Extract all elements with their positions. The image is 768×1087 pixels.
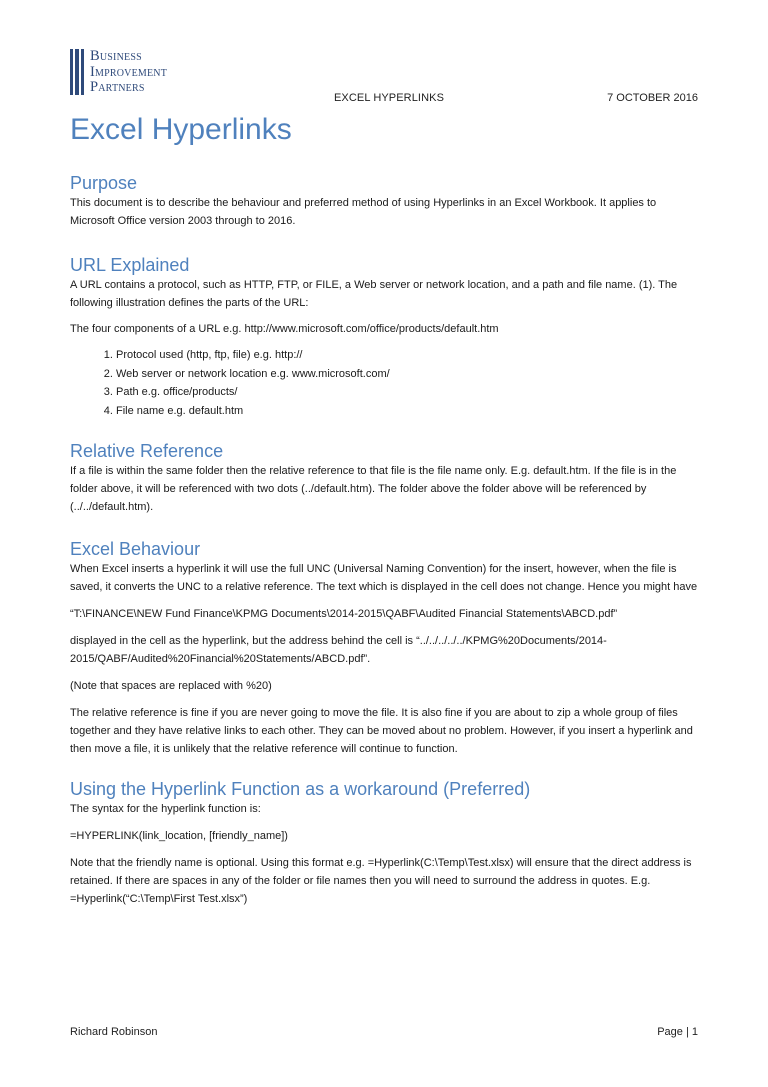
logo-line-3: Partners: [90, 79, 145, 95]
logo-bars-icon: [70, 49, 84, 95]
behaviour-heading: Excel Behaviour: [70, 539, 201, 559]
list-item: 2. Web server or network location e.g. www.microsoft.com/: [116, 365, 700, 384]
section-relative: [70, 440, 700, 516]
behaviour-p1: When Excel inserts a hyperlink it will use the full UNC (Universal Naming Convention) for the insert, however, when the file is saved, it converts the UNC to a relative reference. The text which is displayed in the cell does not change. Hence you might have: [70, 563, 698, 593]
logo-line-2: Improvement: [90, 63, 168, 80]
list-item: 1. Protocol used (http, ftp, file) e.g. http://: [116, 346, 700, 365]
behaviour-p4: (Note that spaces are replaced with %20): [70, 680, 272, 692]
logo-text: [90, 49, 167, 96]
document-title: Excel Hyperlinks: [70, 113, 292, 146]
section-purpose: [70, 172, 700, 230]
section-url: [70, 254, 700, 420]
function-p2: =HYPERLINK(link_location, [friendly_name]): [70, 830, 288, 842]
footer-page-number: Page | 1: [657, 1026, 698, 1038]
purpose-text: This document is to describe the behaviour and preferred method of using Hyperlinks in an Excel Workbook. It applies to Microsoft Office version 2003 through to 2016.: [70, 197, 657, 227]
relative-heading: Relative Reference: [70, 441, 224, 461]
behaviour-p5: The relative reference is fine if you are never going to move the file. It is also fine if you are about to zip a whole group of files together and they have relative links to each other. They can be moved about no problem. However, if you insert a hyperlink and then move a file, it is unlikely that the relative reference will continue to function.: [70, 707, 693, 755]
function-p3: Note that the friendly name is optional. Using this format e.g. =Hyperlink(C:\Temp\Test.xlsx) will ensure that the direct address is retained. If there are spaces in any of the folder or file names then you will need to surround the address in quotes. E.g. =Hyperlink(“C:\Temp\First Test.xlsx”): [70, 857, 692, 905]
function-p1: The syntax for the hyperlink function is:: [70, 803, 261, 815]
section-function: [70, 778, 700, 908]
url-heading: URL Explained: [70, 255, 190, 275]
header-title: EXCEL HYPERLINKS: [334, 92, 445, 104]
url-text: A URL contains a protocol, such as HTTP, FTP, or FILE, a Web server or network location, and a path and file name. (1). The following illustration defines the parts of the URL:: [70, 279, 678, 309]
company-logo: [70, 49, 167, 96]
list-item: 3. Path e.g. office/products/: [116, 383, 700, 402]
footer-author: Richard Robinson: [70, 1026, 158, 1038]
purpose-heading: Purpose: [70, 173, 138, 193]
relative-text: If a file is within the same folder then the relative reference to that file is the file name only. E.g. default.htm. If the file is in the folder above, it will be referenced with two dots (../default.htm). The folder above the folder above will be referenced by (../../default.htm).: [70, 465, 677, 513]
logo-line-1: Business: [90, 48, 142, 64]
function-heading: Using the Hyperlink Function as a workaround (Preferred): [70, 779, 531, 799]
document-body: [70, 110, 700, 908]
list-item: 4. File name e.g. default.htm: [116, 402, 700, 421]
url-components-list: [70, 346, 700, 420]
section-behaviour: [70, 538, 700, 758]
behaviour-p2: “T:\FINANCE\NEW Fund Finance\KPMG Documents\2014-2015\QABF\Audited Financial Statements\ABCD.pdf”: [70, 608, 618, 620]
header-date: 7 OCTOBER 2016: [607, 92, 698, 104]
behaviour-p3: displayed in the cell as the hyperlink, but the address behind the cell is “../../../../../KPMG%20Documents/2014-2015/QABF/Audited%20Financial%20Statements/ABCD.pdf”.: [70, 635, 607, 665]
url-example: The four components of a URL e.g. http://www.microsoft.com/office/products/default.htm: [70, 323, 499, 335]
